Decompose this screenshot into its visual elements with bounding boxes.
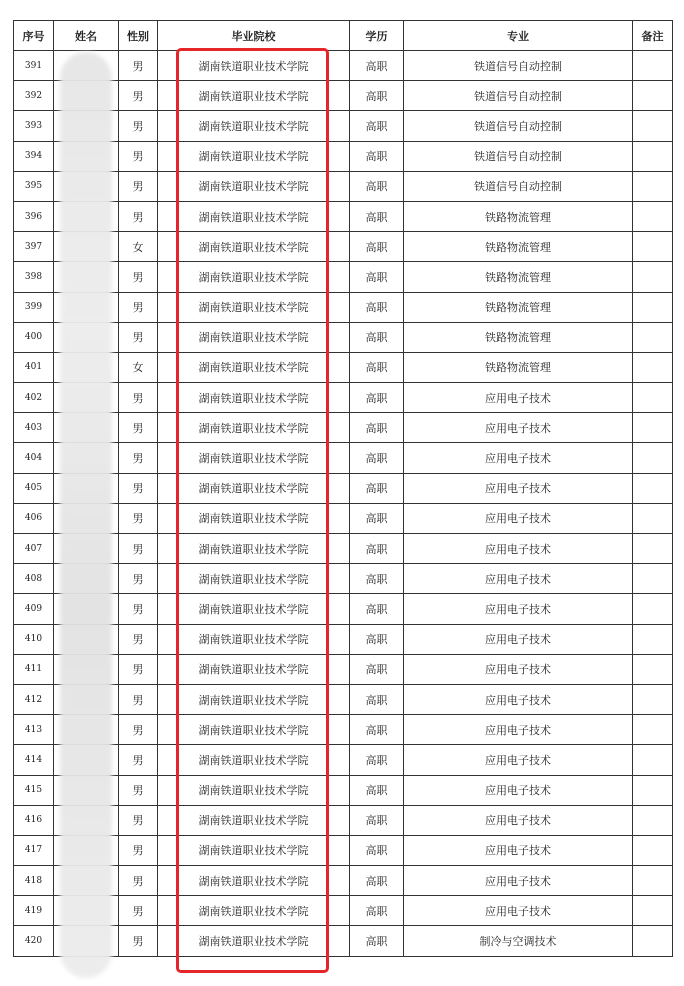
cell-school: 湖南铁道职业技术学院: [158, 81, 350, 111]
cell-remark: [633, 624, 673, 654]
cell-name: [54, 322, 119, 352]
table-row: [14, 534, 673, 564]
cell-gender: 男: [119, 111, 158, 141]
cell-education: 高职: [350, 835, 404, 865]
table-row: [14, 201, 673, 231]
cell-school: 湖南铁道职业技术学院: [158, 835, 350, 865]
cell-major: 应用电子技术: [404, 443, 633, 473]
cell-major: 铁路物流管理: [404, 201, 633, 231]
cell-school: 湖南铁道职业技术学院: [158, 111, 350, 141]
cell-education: 高职: [350, 141, 404, 171]
table-row: [14, 896, 673, 926]
cell-remark: [633, 292, 673, 322]
cell-no: 399: [14, 292, 54, 322]
cell-no: 394: [14, 141, 54, 171]
cell-name: [54, 805, 119, 835]
cell-gender: 男: [119, 383, 158, 413]
cell-education: 高职: [350, 896, 404, 926]
cell-education: 高职: [350, 322, 404, 352]
cell-gender: 男: [119, 534, 158, 564]
cell-name: [54, 564, 119, 594]
cell-major: 铁路物流管理: [404, 232, 633, 262]
header-name: 姓名: [54, 21, 119, 51]
cell-no: 402: [14, 383, 54, 413]
table-row: [14, 684, 673, 714]
cell-remark: [633, 534, 673, 564]
cell-remark: [633, 383, 673, 413]
cell-major: 铁路物流管理: [404, 262, 633, 292]
cell-education: 高职: [350, 262, 404, 292]
cell-name: [54, 473, 119, 503]
cell-gender: 男: [119, 866, 158, 896]
cell-school: 湖南铁道职业技术学院: [158, 232, 350, 262]
cell-no: 395: [14, 171, 54, 201]
cell-gender: 女: [119, 352, 158, 382]
cell-gender: 男: [119, 896, 158, 926]
cell-remark: [633, 81, 673, 111]
cell-major: 应用电子技术: [404, 594, 633, 624]
table-row: [14, 262, 673, 292]
cell-education: 高职: [350, 292, 404, 322]
cell-name: [54, 624, 119, 654]
cell-school: 湖南铁道职业技术学院: [158, 775, 350, 805]
cell-major: 应用电子技术: [404, 654, 633, 684]
cell-gender: 男: [119, 201, 158, 231]
cell-major: 应用电子技术: [404, 473, 633, 503]
cell-no: 409: [14, 594, 54, 624]
cell-gender: 男: [119, 624, 158, 654]
cell-school: 湖南铁道职业技术学院: [158, 141, 350, 171]
cell-gender: 男: [119, 745, 158, 775]
cell-school: 湖南铁道职业技术学院: [158, 322, 350, 352]
table-row: [14, 715, 673, 745]
cell-name: [54, 141, 119, 171]
cell-remark: [633, 111, 673, 141]
cell-gender: 男: [119, 805, 158, 835]
table-row: [14, 51, 673, 81]
table-row: [14, 926, 673, 956]
cell-school: 湖南铁道职业技术学院: [158, 383, 350, 413]
cell-name: [54, 292, 119, 322]
cell-remark: [633, 715, 673, 745]
cell-education: 高职: [350, 594, 404, 624]
cell-name: [54, 684, 119, 714]
cell-school: 湖南铁道职业技术学院: [158, 171, 350, 201]
cell-remark: [633, 141, 673, 171]
cell-no: 396: [14, 201, 54, 231]
cell-no: 410: [14, 624, 54, 654]
cell-no: 417: [14, 835, 54, 865]
header-row: [14, 21, 673, 51]
cell-no: 408: [14, 564, 54, 594]
cell-name: [54, 745, 119, 775]
table-row: [14, 654, 673, 684]
table-row: [14, 141, 673, 171]
cell-name: [54, 232, 119, 262]
header-education: 学历: [350, 21, 404, 51]
cell-school: 湖南铁道职业技术学院: [158, 684, 350, 714]
table-row: [14, 745, 673, 775]
cell-gender: 男: [119, 473, 158, 503]
cell-major: 应用电子技术: [404, 624, 633, 654]
cell-gender: 男: [119, 503, 158, 533]
cell-education: 高职: [350, 111, 404, 141]
cell-major: 应用电子技术: [404, 835, 633, 865]
cell-no: 411: [14, 654, 54, 684]
cell-education: 高职: [350, 51, 404, 81]
cell-education: 高职: [350, 352, 404, 382]
cell-remark: [633, 413, 673, 443]
cell-name: [54, 896, 119, 926]
cell-no: 412: [14, 684, 54, 714]
cell-school: 湖南铁道职业技术学院: [158, 201, 350, 231]
cell-school: 湖南铁道职业技术学院: [158, 564, 350, 594]
cell-education: 高职: [350, 503, 404, 533]
cell-gender: 男: [119, 654, 158, 684]
cell-school: 湖南铁道职业技术学院: [158, 352, 350, 382]
table-row: [14, 594, 673, 624]
cell-gender: 女: [119, 232, 158, 262]
cell-major: 应用电子技术: [404, 564, 633, 594]
graduate-table: [13, 20, 673, 957]
cell-education: 高职: [350, 715, 404, 745]
table-row: [14, 503, 673, 533]
cell-name: [54, 503, 119, 533]
cell-no: 398: [14, 262, 54, 292]
cell-no: 414: [14, 745, 54, 775]
cell-gender: 男: [119, 715, 158, 745]
cell-school: 湖南铁道职业技术学院: [158, 715, 350, 745]
cell-education: 高职: [350, 413, 404, 443]
cell-remark: [633, 51, 673, 81]
cell-major: 铁道信号自动控制: [404, 51, 633, 81]
cell-no: 404: [14, 443, 54, 473]
cell-gender: 男: [119, 262, 158, 292]
cell-school: 湖南铁道职业技术学院: [158, 473, 350, 503]
cell-remark: [633, 594, 673, 624]
cell-gender: 男: [119, 775, 158, 805]
cell-major: 制冷与空调技术: [404, 926, 633, 956]
cell-no: 406: [14, 503, 54, 533]
cell-remark: [633, 745, 673, 775]
cell-gender: 男: [119, 684, 158, 714]
table-row: [14, 564, 673, 594]
cell-no: 413: [14, 715, 54, 745]
cell-gender: 男: [119, 564, 158, 594]
table-row: [14, 473, 673, 503]
cell-name: [54, 262, 119, 292]
cell-education: 高职: [350, 805, 404, 835]
cell-education: 高职: [350, 201, 404, 231]
cell-school: 湖南铁道职业技术学院: [158, 745, 350, 775]
cell-no: 391: [14, 51, 54, 81]
cell-gender: 男: [119, 926, 158, 956]
cell-remark: [633, 503, 673, 533]
cell-education: 高职: [350, 443, 404, 473]
cell-major: 应用电子技术: [404, 896, 633, 926]
cell-education: 高职: [350, 654, 404, 684]
cell-name: [54, 926, 119, 956]
cell-school: 湖南铁道职业技术学院: [158, 594, 350, 624]
cell-education: 高职: [350, 775, 404, 805]
cell-school: 湖南铁道职业技术学院: [158, 624, 350, 654]
cell-remark: [633, 654, 673, 684]
cell-major: 应用电子技术: [404, 503, 633, 533]
table-row: [14, 352, 673, 382]
cell-school: 湖南铁道职业技术学院: [158, 262, 350, 292]
cell-remark: [633, 232, 673, 262]
cell-no: 400: [14, 322, 54, 352]
table-row: [14, 624, 673, 654]
header-school: 毕业院校: [158, 21, 350, 51]
cell-no: 419: [14, 896, 54, 926]
table-row: [14, 171, 673, 201]
cell-major: 铁道信号自动控制: [404, 111, 633, 141]
cell-school: 湖南铁道职业技术学院: [158, 51, 350, 81]
cell-name: [54, 413, 119, 443]
table-row: [14, 835, 673, 865]
cell-school: 湖南铁道职业技术学院: [158, 654, 350, 684]
cell-gender: 男: [119, 443, 158, 473]
cell-major: 铁路物流管理: [404, 352, 633, 382]
cell-remark: [633, 805, 673, 835]
cell-gender: 男: [119, 322, 158, 352]
cell-major: 应用电子技术: [404, 715, 633, 745]
cell-name: [54, 171, 119, 201]
cell-school: 湖南铁道职业技术学院: [158, 866, 350, 896]
header-major: 专业: [404, 21, 633, 51]
cell-remark: [633, 443, 673, 473]
cell-name: [54, 775, 119, 805]
cell-no: 415: [14, 775, 54, 805]
cell-education: 高职: [350, 564, 404, 594]
cell-school: 湖南铁道职业技术学院: [158, 534, 350, 564]
cell-no: 393: [14, 111, 54, 141]
header-gender: 性别: [119, 21, 158, 51]
cell-education: 高职: [350, 383, 404, 413]
cell-remark: [633, 866, 673, 896]
cell-education: 高职: [350, 624, 404, 654]
cell-no: 405: [14, 473, 54, 503]
cell-remark: [633, 564, 673, 594]
cell-no: 403: [14, 413, 54, 443]
table-row: [14, 805, 673, 835]
cell-remark: [633, 473, 673, 503]
cell-gender: 男: [119, 141, 158, 171]
cell-major: 应用电子技术: [404, 805, 633, 835]
cell-education: 高职: [350, 745, 404, 775]
cell-major: 应用电子技术: [404, 684, 633, 714]
cell-education: 高职: [350, 534, 404, 564]
cell-no: 407: [14, 534, 54, 564]
cell-no: 392: [14, 81, 54, 111]
cell-remark: [633, 896, 673, 926]
cell-major: 应用电子技术: [404, 745, 633, 775]
cell-major: 铁道信号自动控制: [404, 171, 633, 201]
table-row: [14, 111, 673, 141]
cell-gender: 男: [119, 171, 158, 201]
table-row: [14, 866, 673, 896]
cell-major: 铁路物流管理: [404, 292, 633, 322]
cell-name: [54, 201, 119, 231]
cell-school: 湖南铁道职业技术学院: [158, 443, 350, 473]
cell-gender: 男: [119, 413, 158, 443]
cell-name: [54, 81, 119, 111]
cell-no: 418: [14, 866, 54, 896]
cell-major: 应用电子技术: [404, 413, 633, 443]
cell-name: [54, 866, 119, 896]
cell-gender: 男: [119, 81, 158, 111]
cell-name: [54, 383, 119, 413]
cell-major: 应用电子技术: [404, 383, 633, 413]
cell-remark: [633, 201, 673, 231]
cell-name: [54, 654, 119, 684]
cell-education: 高职: [350, 926, 404, 956]
cell-name: [54, 443, 119, 473]
cell-no: 416: [14, 805, 54, 835]
table-row: [14, 81, 673, 111]
cell-school: 湖南铁道职业技术学院: [158, 413, 350, 443]
cell-name: [54, 534, 119, 564]
cell-remark: [633, 684, 673, 714]
table-row: [14, 413, 673, 443]
cell-remark: [633, 775, 673, 805]
cell-remark: [633, 352, 673, 382]
table-row: [14, 232, 673, 262]
cell-gender: 男: [119, 51, 158, 81]
cell-name: [54, 352, 119, 382]
cell-major: 铁道信号自动控制: [404, 141, 633, 171]
cell-education: 高职: [350, 473, 404, 503]
cell-no: 420: [14, 926, 54, 956]
cell-major: 应用电子技术: [404, 534, 633, 564]
cell-school: 湖南铁道职业技术学院: [158, 896, 350, 926]
cell-education: 高职: [350, 684, 404, 714]
header-no: 序号: [14, 21, 54, 51]
cell-gender: 男: [119, 292, 158, 322]
cell-gender: 男: [119, 594, 158, 624]
cell-education: 高职: [350, 232, 404, 262]
cell-school: 湖南铁道职业技术学院: [158, 805, 350, 835]
cell-major: 应用电子技术: [404, 866, 633, 896]
cell-remark: [633, 171, 673, 201]
cell-education: 高职: [350, 866, 404, 896]
cell-major: 铁道信号自动控制: [404, 81, 633, 111]
cell-remark: [633, 262, 673, 292]
cell-name: [54, 835, 119, 865]
header-remark: 备注: [633, 21, 673, 51]
table-row: [14, 292, 673, 322]
cell-no: 397: [14, 232, 54, 262]
cell-major: 铁路物流管理: [404, 322, 633, 352]
cell-school: 湖南铁道职业技术学院: [158, 292, 350, 322]
cell-remark: [633, 835, 673, 865]
cell-no: 401: [14, 352, 54, 382]
cell-name: [54, 594, 119, 624]
cell-remark: [633, 322, 673, 352]
cell-gender: 男: [119, 835, 158, 865]
cell-name: [54, 111, 119, 141]
table-row: [14, 322, 673, 352]
table-row: [14, 775, 673, 805]
cell-education: 高职: [350, 171, 404, 201]
cell-education: 高职: [350, 81, 404, 111]
cell-name: [54, 51, 119, 81]
table-row: [14, 383, 673, 413]
cell-remark: [633, 926, 673, 956]
table-row: [14, 443, 673, 473]
cell-school: 湖南铁道职业技术学院: [158, 503, 350, 533]
cell-major: 应用电子技术: [404, 775, 633, 805]
cell-school: 湖南铁道职业技术学院: [158, 926, 350, 956]
cell-name: [54, 715, 119, 745]
